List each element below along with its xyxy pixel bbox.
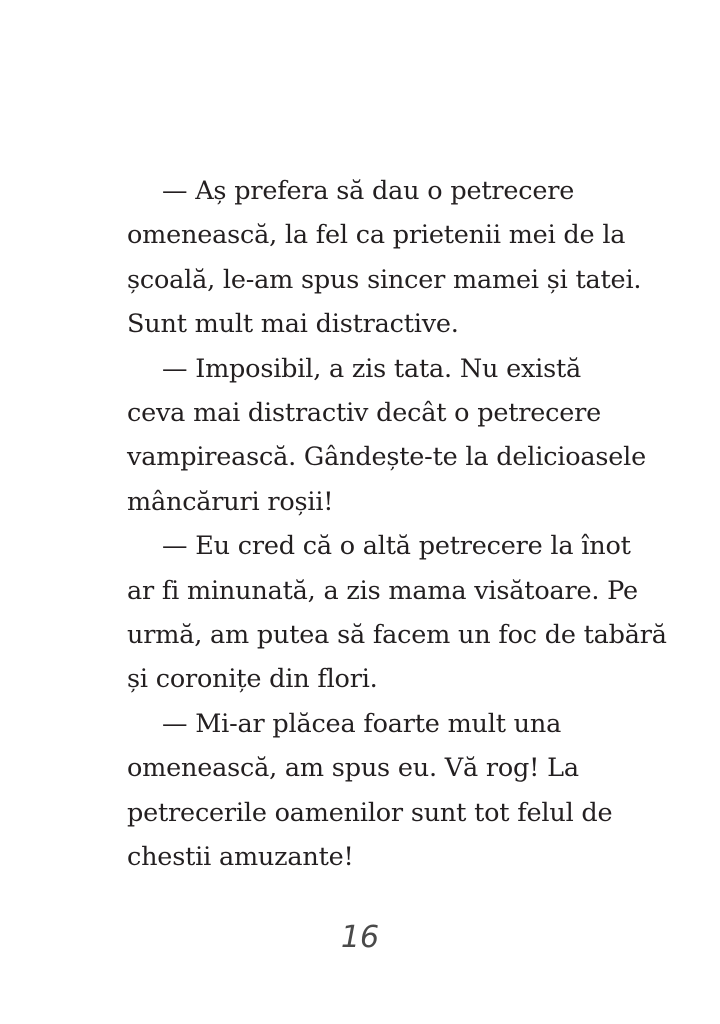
paragraph-1	[127, 169, 642, 347]
text-line: ceva mai distractiv decât o petrecere	[127, 398, 602, 429]
text-line: omenească, la fel ca prietenii mei de la	[127, 220, 626, 251]
text-line: omenească, am spus eu. Vă rog! La	[127, 753, 579, 784]
text-line: și coronițe din flori.	[127, 664, 378, 695]
text-line: Sunt mult mai distractive.	[127, 309, 459, 340]
text-line: — Eu cred că o altă petrecere la înot	[162, 531, 631, 562]
text-line: mâncăruri roșii!	[127, 486, 334, 517]
text-line: petrecerile oamenilor sunt tot felul de	[127, 797, 613, 828]
text-line: vampirească. Gândește-te la delicioasele	[127, 442, 647, 473]
text-line: școală, le-am spus sincer mamei și tatei.	[127, 264, 642, 295]
page-number: 16	[340, 920, 380, 955]
paragraph-2	[127, 347, 647, 525]
text-line: chestii amuzante!	[127, 842, 354, 873]
body-text	[127, 169, 667, 880]
text-line: — Aș prefera să dau o petrecere	[162, 176, 575, 206]
text-line: ar fi minunată, a zis mama visătoare. Pe	[127, 575, 638, 606]
paragraph-3	[127, 524, 667, 702]
text-line: — Imposibil, a zis tata. Nu există	[162, 353, 582, 384]
text-line: — Mi-ar plăcea foarte mult una	[162, 708, 562, 739]
paragraph-4	[127, 702, 613, 880]
text-line: urmă, am putea să facem un foc de tabără	[127, 620, 667, 651]
